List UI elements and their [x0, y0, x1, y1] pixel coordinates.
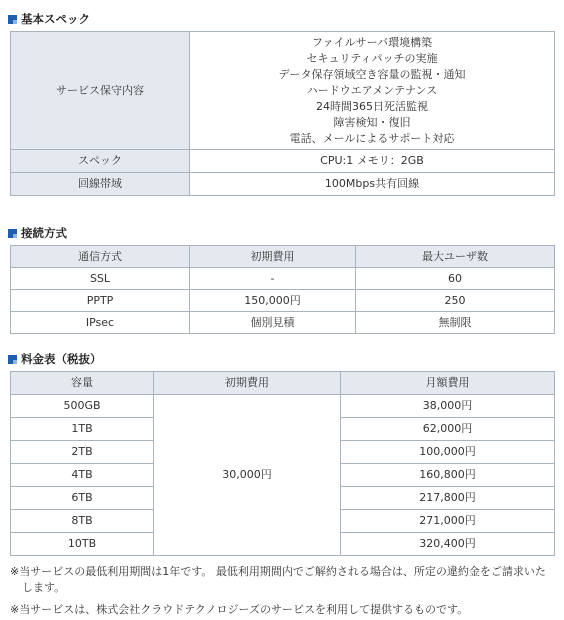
column-header: 初期費用 [154, 372, 341, 395]
notes [10, 564, 554, 618]
table-cell: 60 [356, 268, 555, 290]
note-minimum-period: ※当サービスの最低利用期間は1年です。 最低利用期間内でご解約される場合は、所定の違約金をご請求いたします。 [10, 565, 546, 594]
connection-table [10, 245, 555, 334]
maintenance-item: 電話、メールによるサポート対応 [289, 131, 455, 145]
monthly-fee-cell: 160,800円 [341, 464, 555, 487]
table-header-row [11, 372, 555, 395]
section-title-pricing [8, 351, 102, 367]
row-label: サービス保守内容 [11, 32, 190, 150]
row-label: スペック [11, 150, 190, 173]
table-cell: 150,000円 [190, 290, 356, 312]
section-title-text: 接続方式 [21, 226, 67, 240]
maintenance-item: ハードウエアメンテナンス [306, 83, 438, 97]
maintenance-item: セキュリティパッチの実施 [306, 51, 438, 65]
row-label: 回線帯域 [11, 173, 190, 196]
table-cell: - [190, 268, 356, 290]
maintenance-item: 障害検知・復旧 [333, 115, 411, 129]
section-title-text: 基本スペック [21, 12, 90, 26]
square-bullet-icon [8, 355, 17, 364]
section-title-connection [8, 225, 67, 241]
table-row [11, 312, 555, 334]
row-value: CPU:1 メモリ：2GB [190, 150, 555, 173]
table-row [11, 32, 555, 150]
monthly-fee-cell: 271,000円 [341, 510, 555, 533]
capacity-cell: 4TB [11, 464, 154, 487]
table-row [11, 150, 555, 173]
table-row [11, 290, 555, 312]
table-header-row [11, 246, 555, 268]
table-row [11, 395, 555, 418]
square-bullet-icon [8, 15, 17, 24]
capacity-cell: 6TB [11, 487, 154, 510]
column-header: 初期費用 [190, 246, 356, 268]
section-title-basic-spec [8, 11, 90, 27]
table-cell: SSL [11, 268, 190, 290]
capacity-cell: 2TB [11, 441, 154, 464]
initial-fee-cell: 30,000円 [154, 395, 341, 556]
monthly-fee-cell: 320,400円 [341, 533, 555, 556]
column-header: 最大ユーザ数 [356, 246, 555, 268]
monthly-fee-cell: 100,000円 [341, 441, 555, 464]
monthly-fee-cell: 62,000円 [341, 418, 555, 441]
capacity-cell: 10TB [11, 533, 154, 556]
capacity-cell: 8TB [11, 510, 154, 533]
capacity-cell: 500GB [11, 395, 154, 418]
monthly-fee-cell: 217,800円 [341, 487, 555, 510]
table-cell: PPTP [11, 290, 190, 312]
pricing-table [10, 371, 555, 556]
maintenance-list [190, 32, 555, 150]
square-bullet-icon [8, 229, 17, 238]
table-cell: IPsec [11, 312, 190, 334]
table-row [11, 268, 555, 290]
column-header: 通信方式 [11, 246, 190, 268]
maintenance-item: データ保存領域空き容量の監視・通知 [278, 67, 466, 81]
note-provider: ※当サービスは、株式会社クラウドテクノロジーズのサービスを利用して提供するものです。 [10, 603, 469, 616]
table-cell: 個別見積 [190, 312, 356, 334]
maintenance-item: ファイルサーバ環境構築 [311, 35, 433, 49]
maintenance-item: 24時間365日死活監視 [316, 99, 428, 113]
table-row [11, 173, 555, 196]
table-cell: 250 [356, 290, 555, 312]
table-cell: 無制限 [356, 312, 555, 334]
capacity-cell: 1TB [11, 418, 154, 441]
row-value: 100Mbps共有回線 [190, 173, 555, 196]
column-header: 容量 [11, 372, 154, 395]
column-header: 月額費用 [341, 372, 555, 395]
monthly-fee-cell: 38,000円 [341, 395, 555, 418]
section-title-text: 料金表（税抜） [21, 352, 102, 366]
basic-spec-table [10, 31, 555, 196]
